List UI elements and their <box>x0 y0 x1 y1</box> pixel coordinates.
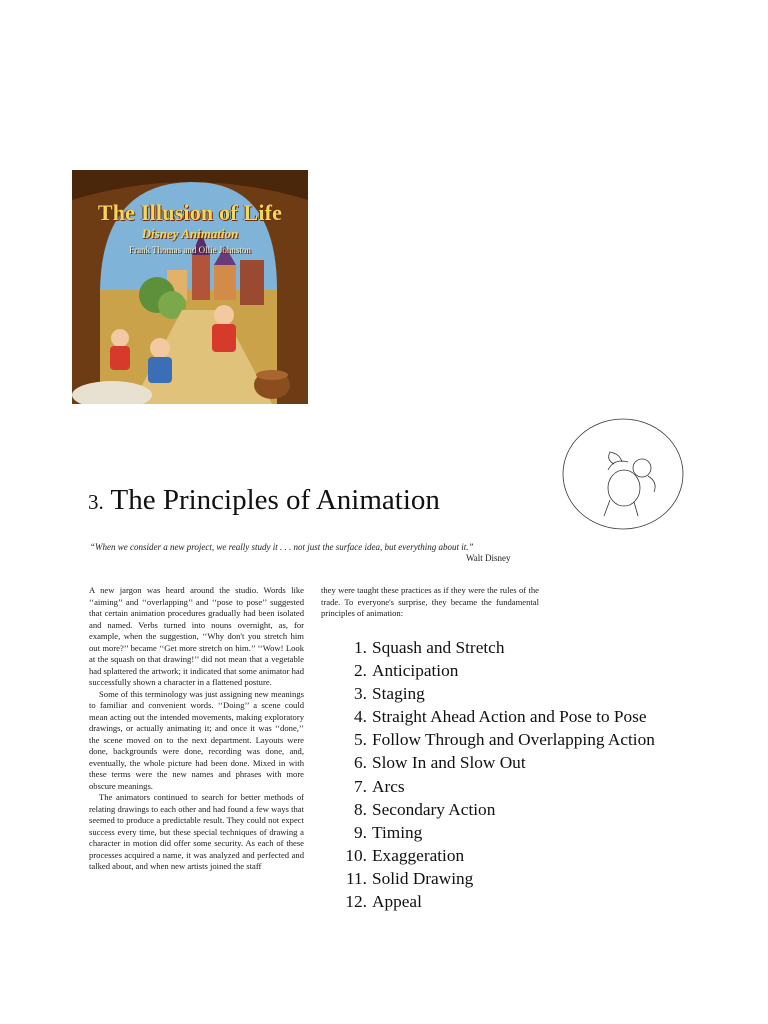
body-paragraph: A new jargon was heard around the studio. Words like ‘‘aiming’’ and ‘‘overlapping’’ and ‘‘pose to pose’’ suggested that certain animation procedures gradually had been isolated and named. Verbs turned into nouns overnight, as, for example, when the suggestion, ‘‘Why don't you stretch him out more?’’ became ‘‘Get more stretch on him.’’ ‘‘Wow! Look at the squash on that drawing!’’ did not mean that a vegetable had splattered the artwork; it indicated that some animator had successfully shown a character in a flattened posture. <box>89 585 305 687</box>
epigraph-quote: “When we consider a new project, we really study it . . . not just the surface idea, but everything about it.” <box>90 542 474 552</box>
list-item: 4. Straight Ahead Action and Pose to Pose <box>354 707 647 727</box>
list-item: 11. Solid Drawing <box>346 868 474 888</box>
body-left-column <box>89 585 304 873</box>
cover-title: The Illusion of Life <box>97 200 283 225</box>
list-item: 9. Timing <box>354 822 423 842</box>
list-item: 12. Appeal <box>345 892 422 912</box>
body-paragraph: Some of this terminology was just assigning new meanings to familiar and convenient words. ‘‘Doing’’ a scene could mean acting out the intended movements, making exploratory drawings, or actually animating it; and once it was ‘‘done,’’ the scene moved on to the next department. Layouts were done, backgrounds were done, recording was done, and, eventually, the whole picture had been done. Mixed in with these terms were the new names and phrases with more obscure meanings. <box>89 688 304 791</box>
cover-authors: Frank Thomas and Ollie Johnston <box>129 245 251 255</box>
cover-subtitle: Disney Animation <box>141 226 239 241</box>
list-item: 6. Slow In and Slow Out <box>354 753 526 773</box>
epigraph-attribution: Walt Disney <box>466 553 511 563</box>
list-item: 2. Anticipation <box>354 661 459 681</box>
chapter-title <box>88 484 440 517</box>
principles-list <box>337 636 655 913</box>
character-vignette-illustration <box>562 418 684 530</box>
list-item: 8. Secondary Action <box>354 799 496 819</box>
body-right-intro: they were taught these practices as if they were the rules of the trade. To everyone's surprise, they became the fundamental principles of animation: <box>321 585 539 618</box>
list-item: 5. Follow Through and Overlapping Action <box>354 730 655 750</box>
chapter-title-text: The Principles of Animation <box>110 484 440 516</box>
list-item: 7. Arcs <box>354 776 405 796</box>
body-paragraph: The animators continued to search for better methods of relating drawings to each other and had found a few ways that seemed to produce a predictable result. They could not expect success every time, but these special techniques of drawing a character in motion did offer some security. As each of these processes acquired a name, it was analyzed and perfected and talked about, and when new artists joined the staff <box>89 792 304 871</box>
chapter-number: 3. <box>88 490 104 514</box>
book-cover <box>72 170 308 404</box>
list-item: 3. Staging <box>354 684 425 704</box>
list-item: 10. Exaggeration <box>345 845 465 865</box>
list-item: 1. Squash and Stretch <box>354 638 505 657</box>
